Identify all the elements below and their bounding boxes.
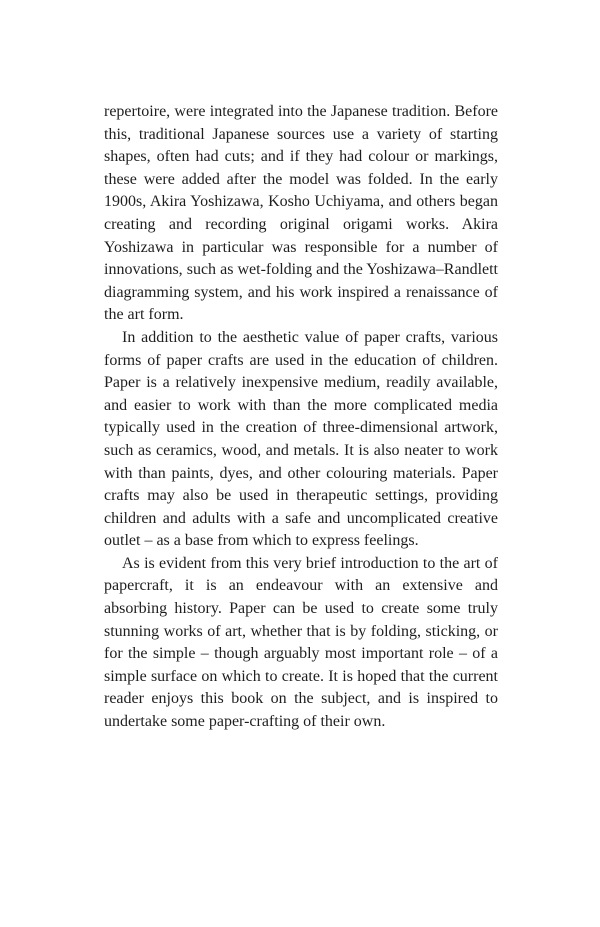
paragraph-education-therapy: In addition to the aesthetic value of paper crafts, various forms of paper crafts are used in the education of children. Paper is a relatively inexpensive medium, readily available, and easier to work with than the more complicated media typically used in the creation of three-dimensional artwork, such as ceramics, wood, and metals. It is also neater to work with than paints, dyes, and other colouring materials. Paper crafts may also be used in therapeutic settings, providing children and adults with a safe and uncomplicated creative outlet – as a base from which to express feelings. xyxy=(104,328,498,550)
paragraph-continued-origami-history: repertoire, were integrated into the Japanese tradition. Before this, traditional Japanese sources use a variety of starting shapes, often had cuts; and if they had colour or markings, these were added after the model was folded. In the early 1900s, Akira Yoshizawa, Kosho Uchiyama, and others began creating and recording original origami works. Akira Yoshizawa in particular was responsible for a number of innovations, such as wet-folding and the Yoshizawa–Randlett diagramming system, and his work inspired a renaissance of the art form. xyxy=(104,103,498,324)
paragraph-conclusion: As is evident from this very brief introduction to the art of papercraft, it is an endeavour with an extensive and absorbing history. Paper can be used to create some truly stunning works of art, whether that is by folding, sticking, or for the simple – though arguably most important role – of a simple surface on which to create. It is hoped that the current reader enjoys this book on the subject, and is inspired to undertake some paper-crafting of their own. xyxy=(104,554,498,731)
body-text xyxy=(104,101,498,734)
